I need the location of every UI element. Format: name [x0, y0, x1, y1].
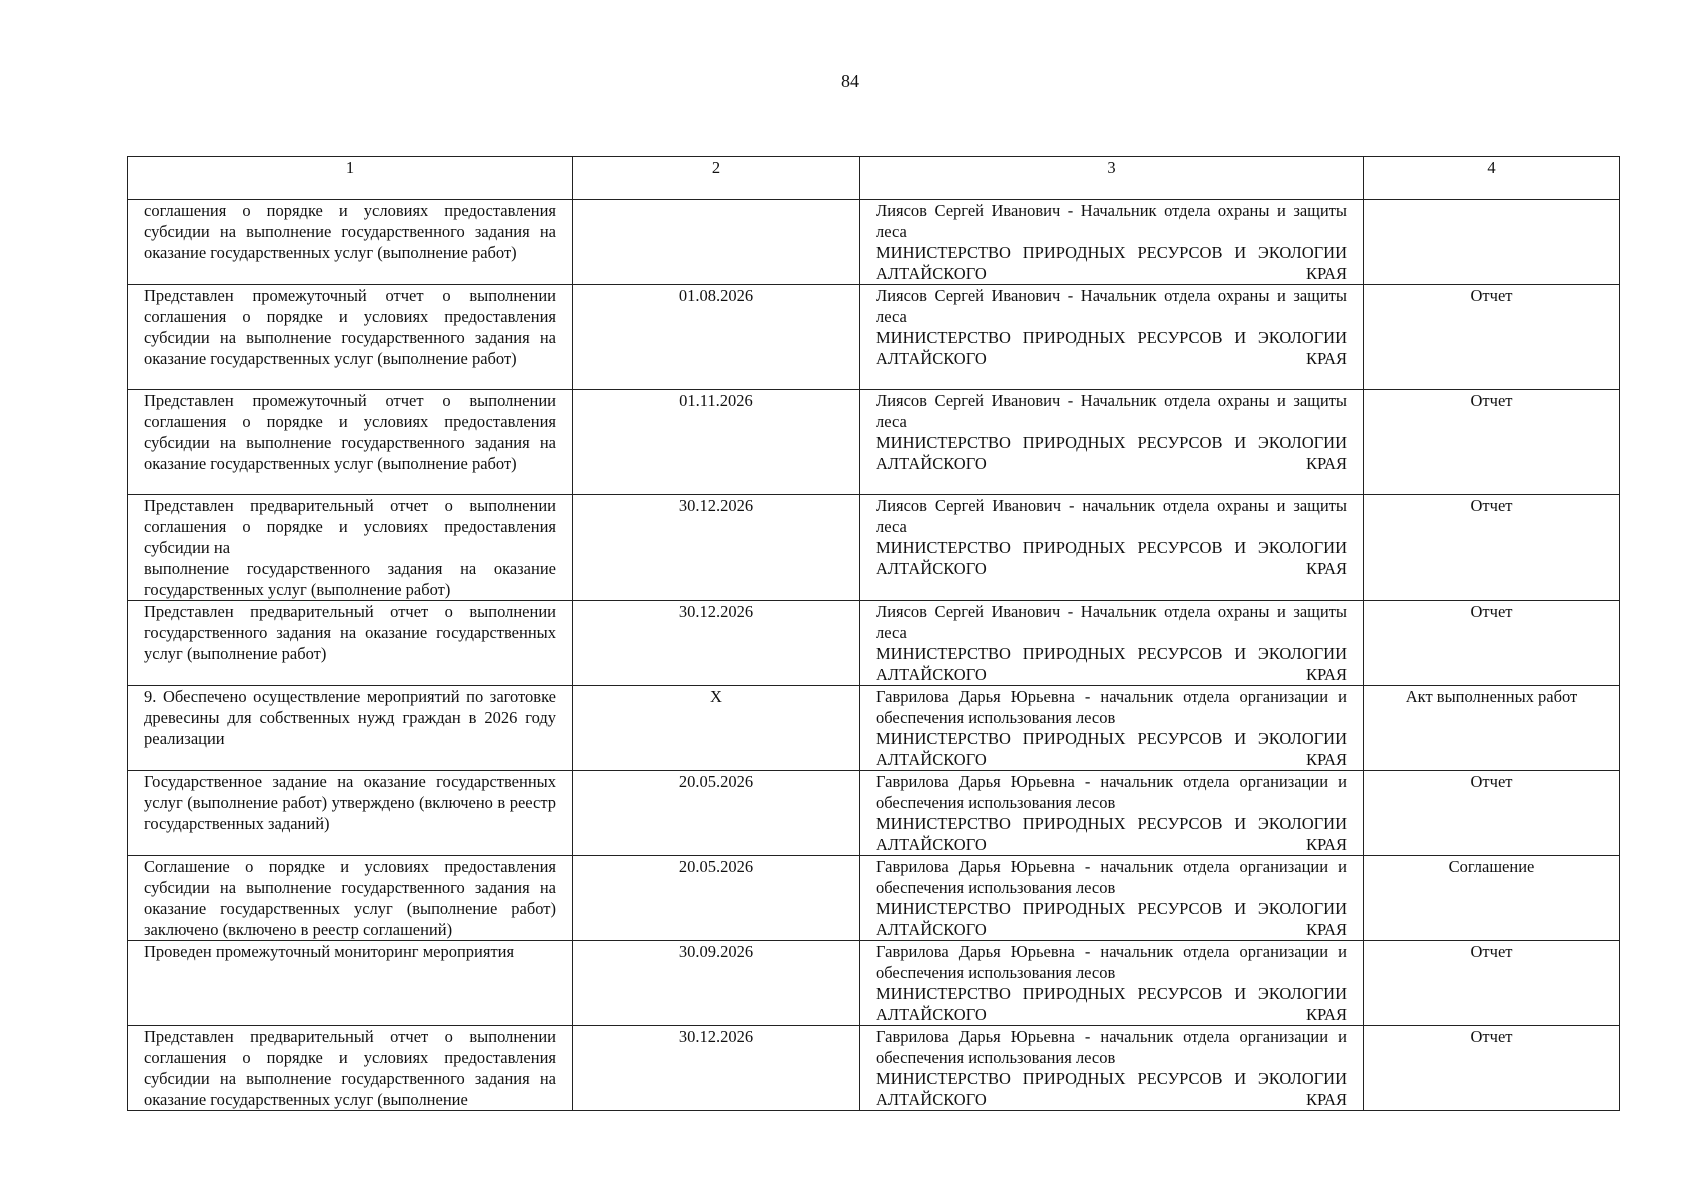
row-document: Отчет	[1364, 285, 1620, 390]
responsible-person: Лиясов Сергей Иванович - Начальник отдела охраны и защиты леса	[876, 201, 1347, 241]
table-header-row	[128, 157, 1620, 200]
description-text-continued: выполнение государственного задания на оказание государственных услуг (выполнение работ)	[144, 559, 556, 599]
column-header: 3	[860, 157, 1364, 200]
responsible-org: МИНИСТЕРСТВО ПРИРОДНЫХ РЕСУРСОВ И ЭКОЛОГИИ АЛТАЙСКОГО КРАЯ	[876, 433, 1347, 473]
responsible-org: МИНИСТЕРСТВО ПРИРОДНЫХ РЕСУРСОВ И ЭКОЛОГИИ АЛТАЙСКОГО КРАЯ	[876, 814, 1347, 854]
row-description	[128, 495, 573, 601]
row-responsible	[860, 771, 1364, 856]
row-description: 9. Обеспечено осуществление мероприятий по заготовке древесины для собственных нужд граждан в 2026 году реализации	[128, 686, 573, 771]
row-description: Государственное задание на оказание государственных услуг (выполнение работ) утверждено (включено в реестр государственных заданий)	[128, 771, 573, 856]
row-date: X	[573, 686, 860, 771]
responsible-org: МИНИСТЕРСТВО ПРИРОДНЫХ РЕСУРСОВ И ЭКОЛОГИИ АЛТАЙСКОГО КРАЯ	[876, 328, 1347, 368]
responsible-person: Гаврилова Дарья Юрьевна - начальник отдела организации и обеспечения использования лесов	[876, 1027, 1347, 1067]
responsible-org: МИНИСТЕРСТВО ПРИРОДНЫХ РЕСУРСОВ И ЭКОЛОГИИ АЛТАЙСКОГО КРАЯ	[876, 538, 1347, 578]
row-document: Отчет	[1364, 601, 1620, 686]
row-responsible	[860, 200, 1364, 285]
description-text: Представлен предварительный отчет о выполнении соглашения о порядке и условиях предоставления субсидии на	[144, 496, 556, 557]
table-row	[128, 941, 1620, 1026]
responsible-person: Лиясов Сергей Иванович - Начальник отдела охраны и защиты леса	[876, 602, 1347, 642]
row-description: соглашения о порядке и условиях предоставления субсидии на выполнение государственного задания на оказание государственных услуг (выполнение работ)	[128, 200, 573, 285]
row-document: Отчет	[1364, 495, 1620, 601]
row-description: Представлен промежуточный отчет о выполнении соглашения о порядке и условиях предоставления субсидии на выполнение государственного задания на оказание государственных услуг (выполнение работ)	[128, 285, 573, 390]
row-description: Представлен промежуточный отчет о выполнении соглашения о порядке и условиях предоставления субсидии на выполнение государственного задания на оказание государственных услуг (выполнение работ)	[128, 390, 573, 495]
row-responsible	[860, 390, 1364, 495]
row-document: Отчет	[1364, 771, 1620, 856]
table-row	[128, 200, 1620, 285]
column-header: 1	[128, 157, 573, 200]
page-number: 84	[841, 71, 859, 91]
responsible-org: МИНИСТЕРСТВО ПРИРОДНЫХ РЕСУРСОВ И ЭКОЛОГИИ АЛТАЙСКОГО КРАЯ	[876, 644, 1347, 684]
row-document: Акт выполненных работ	[1364, 686, 1620, 771]
responsible-person: Гаврилова Дарья Юрьевна - начальник отдела организации и обеспечения использования лесов	[876, 857, 1347, 897]
responsible-org: МИНИСТЕРСТВО ПРИРОДНЫХ РЕСУРСОВ И ЭКОЛОГИИ АЛТАЙСКОГО КРАЯ	[876, 899, 1347, 939]
row-date: 01.11.2026	[573, 390, 860, 495]
column-header: 4	[1364, 157, 1620, 200]
responsible-person: Лиясов Сергей Иванович - Начальник отдела охраны и защиты леса	[876, 286, 1347, 326]
row-date: 01.08.2026	[573, 285, 860, 390]
table-row	[128, 390, 1620, 495]
row-responsible	[860, 856, 1364, 941]
row-date: 30.12.2026	[573, 1026, 860, 1111]
row-description: Проведен промежуточный мониторинг мероприятия	[128, 941, 573, 1026]
document-table	[127, 156, 1620, 1111]
row-responsible	[860, 601, 1364, 686]
responsible-org: МИНИСТЕРСТВО ПРИРОДНЫХ РЕСУРСОВ И ЭКОЛОГИИ АЛТАЙСКОГО КРАЯ	[876, 984, 1347, 1024]
row-description: Соглашение о порядке и условиях предоставления субсидии на выполнение государственного задания на оказание государственных услуг (выполнение работ) заключено (включено в реестр соглашений)	[128, 856, 573, 941]
row-responsible	[860, 941, 1364, 1026]
table-row	[128, 285, 1620, 390]
responsible-org: МИНИСТЕРСТВО ПРИРОДНЫХ РЕСУРСОВ И ЭКОЛОГИИ АЛТАЙСКОГО КРАЯ	[876, 243, 1347, 283]
row-document: Соглашение	[1364, 856, 1620, 941]
row-responsible	[860, 285, 1364, 390]
row-description: Представлен предварительный отчет о выполнении соглашения о порядке и условиях предоставления субсидии на выполнение государственного задания на оказание государственных услуг (выполнение	[128, 1026, 573, 1111]
row-document: Отчет	[1364, 1026, 1620, 1111]
column-header: 2	[573, 157, 860, 200]
row-responsible	[860, 1026, 1364, 1111]
row-date: 30.12.2026	[573, 495, 860, 601]
row-description: Представлен предварительный отчет о выполнении государственного задания на оказание государственных услуг (выполнение работ)	[128, 601, 573, 686]
row-date: 20.05.2026	[573, 856, 860, 941]
table-row	[128, 686, 1620, 771]
row-document: Отчет	[1364, 941, 1620, 1026]
row-date: 20.05.2026	[573, 771, 860, 856]
responsible-org: МИНИСТЕРСТВО ПРИРОДНЫХ РЕСУРСОВ И ЭКОЛОГИИ АЛТАЙСКОГО КРАЯ	[876, 729, 1347, 769]
row-document: Отчет	[1364, 390, 1620, 495]
table-row	[128, 771, 1620, 856]
table-row	[128, 856, 1620, 941]
responsible-person: Лиясов Сергей Иванович - начальник отдела охраны и защиты леса	[876, 496, 1347, 536]
row-date: 30.09.2026	[573, 941, 860, 1026]
responsible-person: Гаврилова Дарья Юрьевна - начальник отдела организации и обеспечения использования лесов	[876, 772, 1347, 812]
row-date: 30.12.2026	[573, 601, 860, 686]
responsible-org: МИНИСТЕРСТВО ПРИРОДНЫХ РЕСУРСОВ И ЭКОЛОГИИ АЛТАЙСКОГО КРАЯ	[876, 1069, 1347, 1109]
table-row	[128, 495, 1620, 601]
row-responsible	[860, 686, 1364, 771]
table-row	[128, 1026, 1620, 1111]
responsible-person: Гаврилова Дарья Юрьевна - начальник отдела организации и обеспечения использования лесов	[876, 942, 1347, 982]
row-document	[1364, 200, 1620, 285]
row-date	[573, 200, 860, 285]
row-responsible	[860, 495, 1364, 601]
responsible-person: Гаврилова Дарья Юрьевна - начальник отдела организации и обеспечения использования лесов	[876, 687, 1347, 727]
responsible-person: Лиясов Сергей Иванович - Начальник отдела охраны и защиты леса	[876, 391, 1347, 431]
table-row	[128, 601, 1620, 686]
